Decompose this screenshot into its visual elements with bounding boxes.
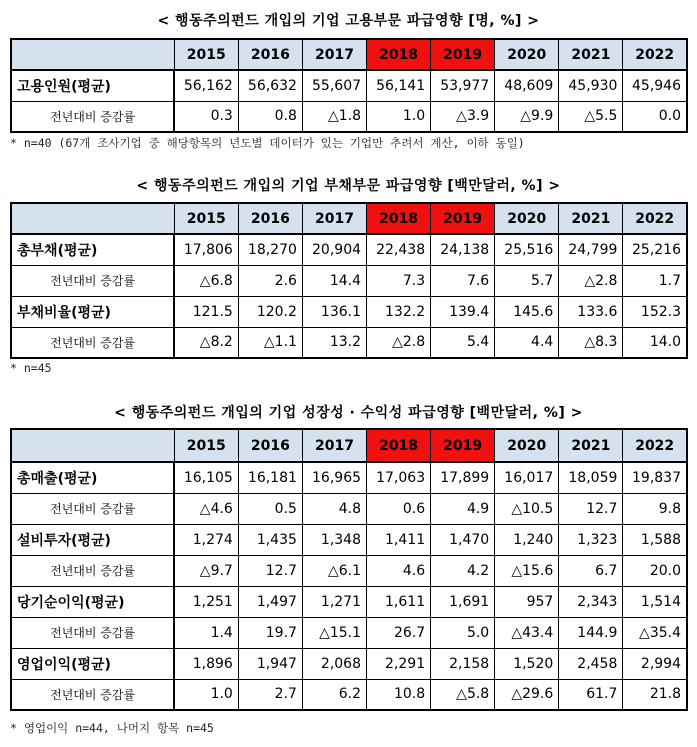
year-header: 2019	[431, 39, 495, 70]
table-cell: 12.7	[559, 493, 623, 524]
table-cell: △6.8	[174, 265, 238, 296]
row-label: 전년대비 증감률	[11, 327, 174, 358]
year-header: 2018	[367, 203, 431, 234]
table-cell: 9.8	[623, 493, 687, 524]
table-cell: 2.7	[238, 679, 302, 710]
table-cell: △4.6	[174, 493, 238, 524]
table-cell: 24,138	[431, 234, 495, 265]
table-cell: 1,514	[623, 586, 687, 617]
table-cell: 14.0	[623, 327, 687, 358]
table-cell: 1,470	[431, 524, 495, 555]
table-cell: 10.8	[367, 679, 431, 710]
year-header: 2022	[623, 39, 687, 70]
table-cell: 0.0	[623, 101, 687, 132]
row-label: 총부채(평균)	[11, 234, 174, 265]
table-cell: 5.0	[431, 617, 495, 648]
employment-title: < 행동주의펀드 개입의 기업 고용부문 파급영향 [명, %] >	[157, 13, 540, 29]
employment-note: * n=40 (67개 조사기업 중 해당항목의 년도별 데이터가 있는 기업만 추려서 계산, 이하 동일)	[10, 136, 525, 150]
row-label: 당기순이익(평균)	[11, 586, 174, 617]
table-cell: 56,141	[367, 70, 431, 101]
debt-table	[10, 202, 688, 359]
table-cell: 20.0	[623, 555, 687, 586]
change-rate-row	[11, 265, 687, 296]
table-cell: 55,607	[302, 70, 366, 101]
table-cell: 22,438	[367, 234, 431, 265]
year-header: 2015	[174, 203, 238, 234]
table-cell: 7.6	[431, 265, 495, 296]
year-header: 2020	[495, 429, 559, 462]
row-label: 총매출(평균)	[11, 462, 174, 493]
table-cell: 1.4	[174, 617, 238, 648]
table-cell: 0.8	[238, 101, 302, 132]
row-label: 전년대비 증감률	[11, 555, 174, 586]
debt-title: < 행동주의펀드 개입의 기업 부채부문 파급영향 [백만달러, %] >	[136, 178, 561, 194]
year-header: 2016	[238, 203, 302, 234]
table-cell: 5.4	[431, 327, 495, 358]
row-label: 고용인원(평균)	[11, 70, 174, 101]
table-cell: 2,158	[431, 648, 495, 679]
table-cell: 16,181	[238, 462, 302, 493]
table-cell: 0.5	[238, 493, 302, 524]
table-cell: 2,291	[367, 648, 431, 679]
metric-row	[11, 462, 687, 493]
table-cell: △3.9	[431, 101, 495, 132]
year-header: 2022	[623, 429, 687, 462]
row-label: 전년대비 증감률	[11, 617, 174, 648]
change-rate-row	[11, 493, 687, 524]
table-cell: 26.7	[367, 617, 431, 648]
year-header: 2019	[431, 203, 495, 234]
table-cell: 18,270	[238, 234, 302, 265]
row-label: 영업이익(평균)	[11, 648, 174, 679]
table-cell: 19.7	[238, 617, 302, 648]
table-cell: 120.2	[238, 296, 302, 327]
table-cell: △5.8	[431, 679, 495, 710]
header-corner	[11, 39, 174, 70]
row-label: 전년대비 증감률	[11, 493, 174, 524]
change-rate-row	[11, 101, 687, 132]
table-cell: 1,251	[174, 586, 238, 617]
row-label: 설비투자(평균)	[11, 524, 174, 555]
year-header: 2015	[174, 429, 238, 462]
metric-row	[11, 70, 687, 101]
table-cell: 1,497	[238, 586, 302, 617]
table-cell: △2.8	[367, 327, 431, 358]
table-cell: 4.2	[431, 555, 495, 586]
year-header: 2020	[495, 39, 559, 70]
table-cell: △15.6	[495, 555, 559, 586]
metric-row	[11, 234, 687, 265]
table-cell: 957	[495, 586, 559, 617]
table-cell: △9.9	[495, 101, 559, 132]
growth-title: < 행동주의펀드 개입의 기업 성장성 · 수익성 파급영향 [백만달러, %] >	[114, 405, 583, 421]
table-cell: 1,588	[623, 524, 687, 555]
growth-table	[10, 428, 688, 711]
table-cell: 132.2	[367, 296, 431, 327]
table-cell: 7.3	[367, 265, 431, 296]
year-header: 2018	[367, 429, 431, 462]
table-cell: 1.7	[623, 265, 687, 296]
table-cell: △9.7	[174, 555, 238, 586]
table-cell: 6.7	[559, 555, 623, 586]
year-header: 2021	[559, 39, 623, 70]
row-label: 전년대비 증감률	[11, 101, 174, 132]
table-cell: 18,059	[559, 462, 623, 493]
change-rate-row	[11, 617, 687, 648]
table-cell: 16,017	[495, 462, 559, 493]
table-cell: 5.7	[495, 265, 559, 296]
year-header: 2017	[302, 39, 366, 70]
table-cell: 1,411	[367, 524, 431, 555]
table-cell: 17,063	[367, 462, 431, 493]
table-cell: △43.4	[495, 617, 559, 648]
year-header: 2018	[367, 39, 431, 70]
year-header: 2017	[302, 203, 366, 234]
table-cell: △8.3	[559, 327, 623, 358]
table-cell: 0.3	[174, 101, 238, 132]
table-cell: 61.7	[559, 679, 623, 710]
year-header: 2020	[495, 203, 559, 234]
table-cell: 56,632	[238, 70, 302, 101]
table-cell: △6.1	[302, 555, 366, 586]
table-cell: 152.3	[623, 296, 687, 327]
table-cell: 1,947	[238, 648, 302, 679]
table-cell: 2.6	[238, 265, 302, 296]
metric-row	[11, 524, 687, 555]
change-rate-row	[11, 679, 687, 710]
table-cell: 16,105	[174, 462, 238, 493]
table-cell: 12.7	[238, 555, 302, 586]
table-cell: 4.4	[495, 327, 559, 358]
growth-note: * 영업이익 n=44, 나머지 항목 n=45	[10, 721, 214, 735]
table-cell: △15.1	[302, 617, 366, 648]
table-cell: 139.4	[431, 296, 495, 327]
year-header: 2016	[238, 429, 302, 462]
table-cell: 19,837	[623, 462, 687, 493]
table-cell: 0.6	[367, 493, 431, 524]
table-cell: 13.2	[302, 327, 366, 358]
table-cell: 2,068	[302, 648, 366, 679]
table-cell: 4.9	[431, 493, 495, 524]
row-label: 전년대비 증감률	[11, 679, 174, 710]
table-cell: 1,611	[367, 586, 431, 617]
debt-note: * n=45	[10, 361, 52, 375]
table-cell: △5.5	[559, 101, 623, 132]
table-cell: 2,458	[559, 648, 623, 679]
metric-row	[11, 296, 687, 327]
table-cell: 145.6	[495, 296, 559, 327]
table-cell: 6.2	[302, 679, 366, 710]
header-corner	[11, 203, 174, 234]
header-row	[11, 203, 687, 234]
year-header: 2016	[238, 39, 302, 70]
metric-row	[11, 648, 687, 679]
table-cell: 1,520	[495, 648, 559, 679]
table-cell: 48,609	[495, 70, 559, 101]
table-cell: 17,899	[431, 462, 495, 493]
table-cell: 1.0	[367, 101, 431, 132]
table-cell: 144.9	[559, 617, 623, 648]
table-cell: 25,216	[623, 234, 687, 265]
table-cell: △10.5	[495, 493, 559, 524]
table-cell: 24,799	[559, 234, 623, 265]
table-cell: 4.8	[302, 493, 366, 524]
table-cell: 1,691	[431, 586, 495, 617]
year-header: 2022	[623, 203, 687, 234]
table-cell: 133.6	[559, 296, 623, 327]
table-cell: 21.8	[623, 679, 687, 710]
employment-table	[10, 38, 688, 133]
table-cell: △29.6	[495, 679, 559, 710]
table-cell: 45,930	[559, 70, 623, 101]
table-cell: △1.1	[238, 327, 302, 358]
table-cell: 45,946	[623, 70, 687, 101]
table-cell: 1.0	[174, 679, 238, 710]
metric-row	[11, 586, 687, 617]
row-label: 부채비율(평균)	[11, 296, 174, 327]
table-cell: 1,896	[174, 648, 238, 679]
table-cell: 2,994	[623, 648, 687, 679]
table-cell: 53,977	[431, 70, 495, 101]
header-row	[11, 39, 687, 70]
table-cell: △8.2	[174, 327, 238, 358]
table-cell: 17,806	[174, 234, 238, 265]
table-cell: 136.1	[302, 296, 366, 327]
year-header: 2021	[559, 203, 623, 234]
header-row	[11, 429, 687, 462]
table-cell: 121.5	[174, 296, 238, 327]
table-cell: 4.6	[367, 555, 431, 586]
table-cell: 16,965	[302, 462, 366, 493]
table-cell: △1.8	[302, 101, 366, 132]
change-rate-row	[11, 555, 687, 586]
year-header: 2017	[302, 429, 366, 462]
row-label: 전년대비 증감률	[11, 265, 174, 296]
table-cell: 1,435	[238, 524, 302, 555]
table-cell: 1,271	[302, 586, 366, 617]
table-cell: 1,348	[302, 524, 366, 555]
table-cell: △35.4	[623, 617, 687, 648]
table-cell: 2,343	[559, 586, 623, 617]
table-cell: 14.4	[302, 265, 366, 296]
table-cell: 1,274	[174, 524, 238, 555]
table-cell: 1,240	[495, 524, 559, 555]
table-cell: 20,904	[302, 234, 366, 265]
table-cell: 56,162	[174, 70, 238, 101]
table-cell: 25,516	[495, 234, 559, 265]
table-cell: △2.8	[559, 265, 623, 296]
year-header: 2019	[431, 429, 495, 462]
year-header: 2021	[559, 429, 623, 462]
header-corner	[11, 429, 174, 462]
table-cell: 1,323	[559, 524, 623, 555]
year-header: 2015	[174, 39, 238, 70]
change-rate-row	[11, 327, 687, 358]
